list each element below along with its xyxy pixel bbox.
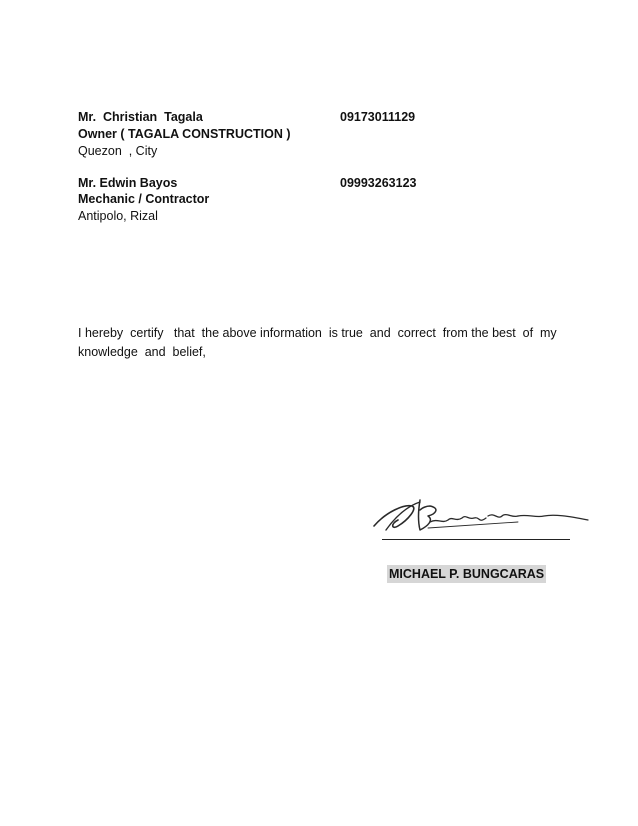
reference-role: Mechanic / Contractor (78, 192, 210, 206)
handwritten-signature (368, 492, 593, 542)
certification-line-1: I hereby certify that the above information is true and correct from the best of my (78, 326, 557, 340)
signature-icon (368, 492, 593, 542)
reference-phone: 09173011129 (340, 110, 416, 124)
reference-name: Mr. Edwin Bayos (78, 176, 178, 190)
signature-line (382, 539, 570, 540)
reference-phone: 09993263123 (340, 176, 417, 190)
certification-paragraph (78, 324, 558, 362)
reference-role: Owner ( TAGALA CONSTRUCTION ) (78, 127, 291, 141)
reference-name: Mr. Christian Tagala (78, 110, 203, 124)
reference-location: Quezon , City (78, 144, 158, 158)
certification-line-2: knowledge and belief, (78, 345, 206, 359)
signer-name: MICHAEL P. BUNGCARAS (389, 567, 545, 581)
reference-location: Antipolo, Rizal (78, 209, 158, 223)
